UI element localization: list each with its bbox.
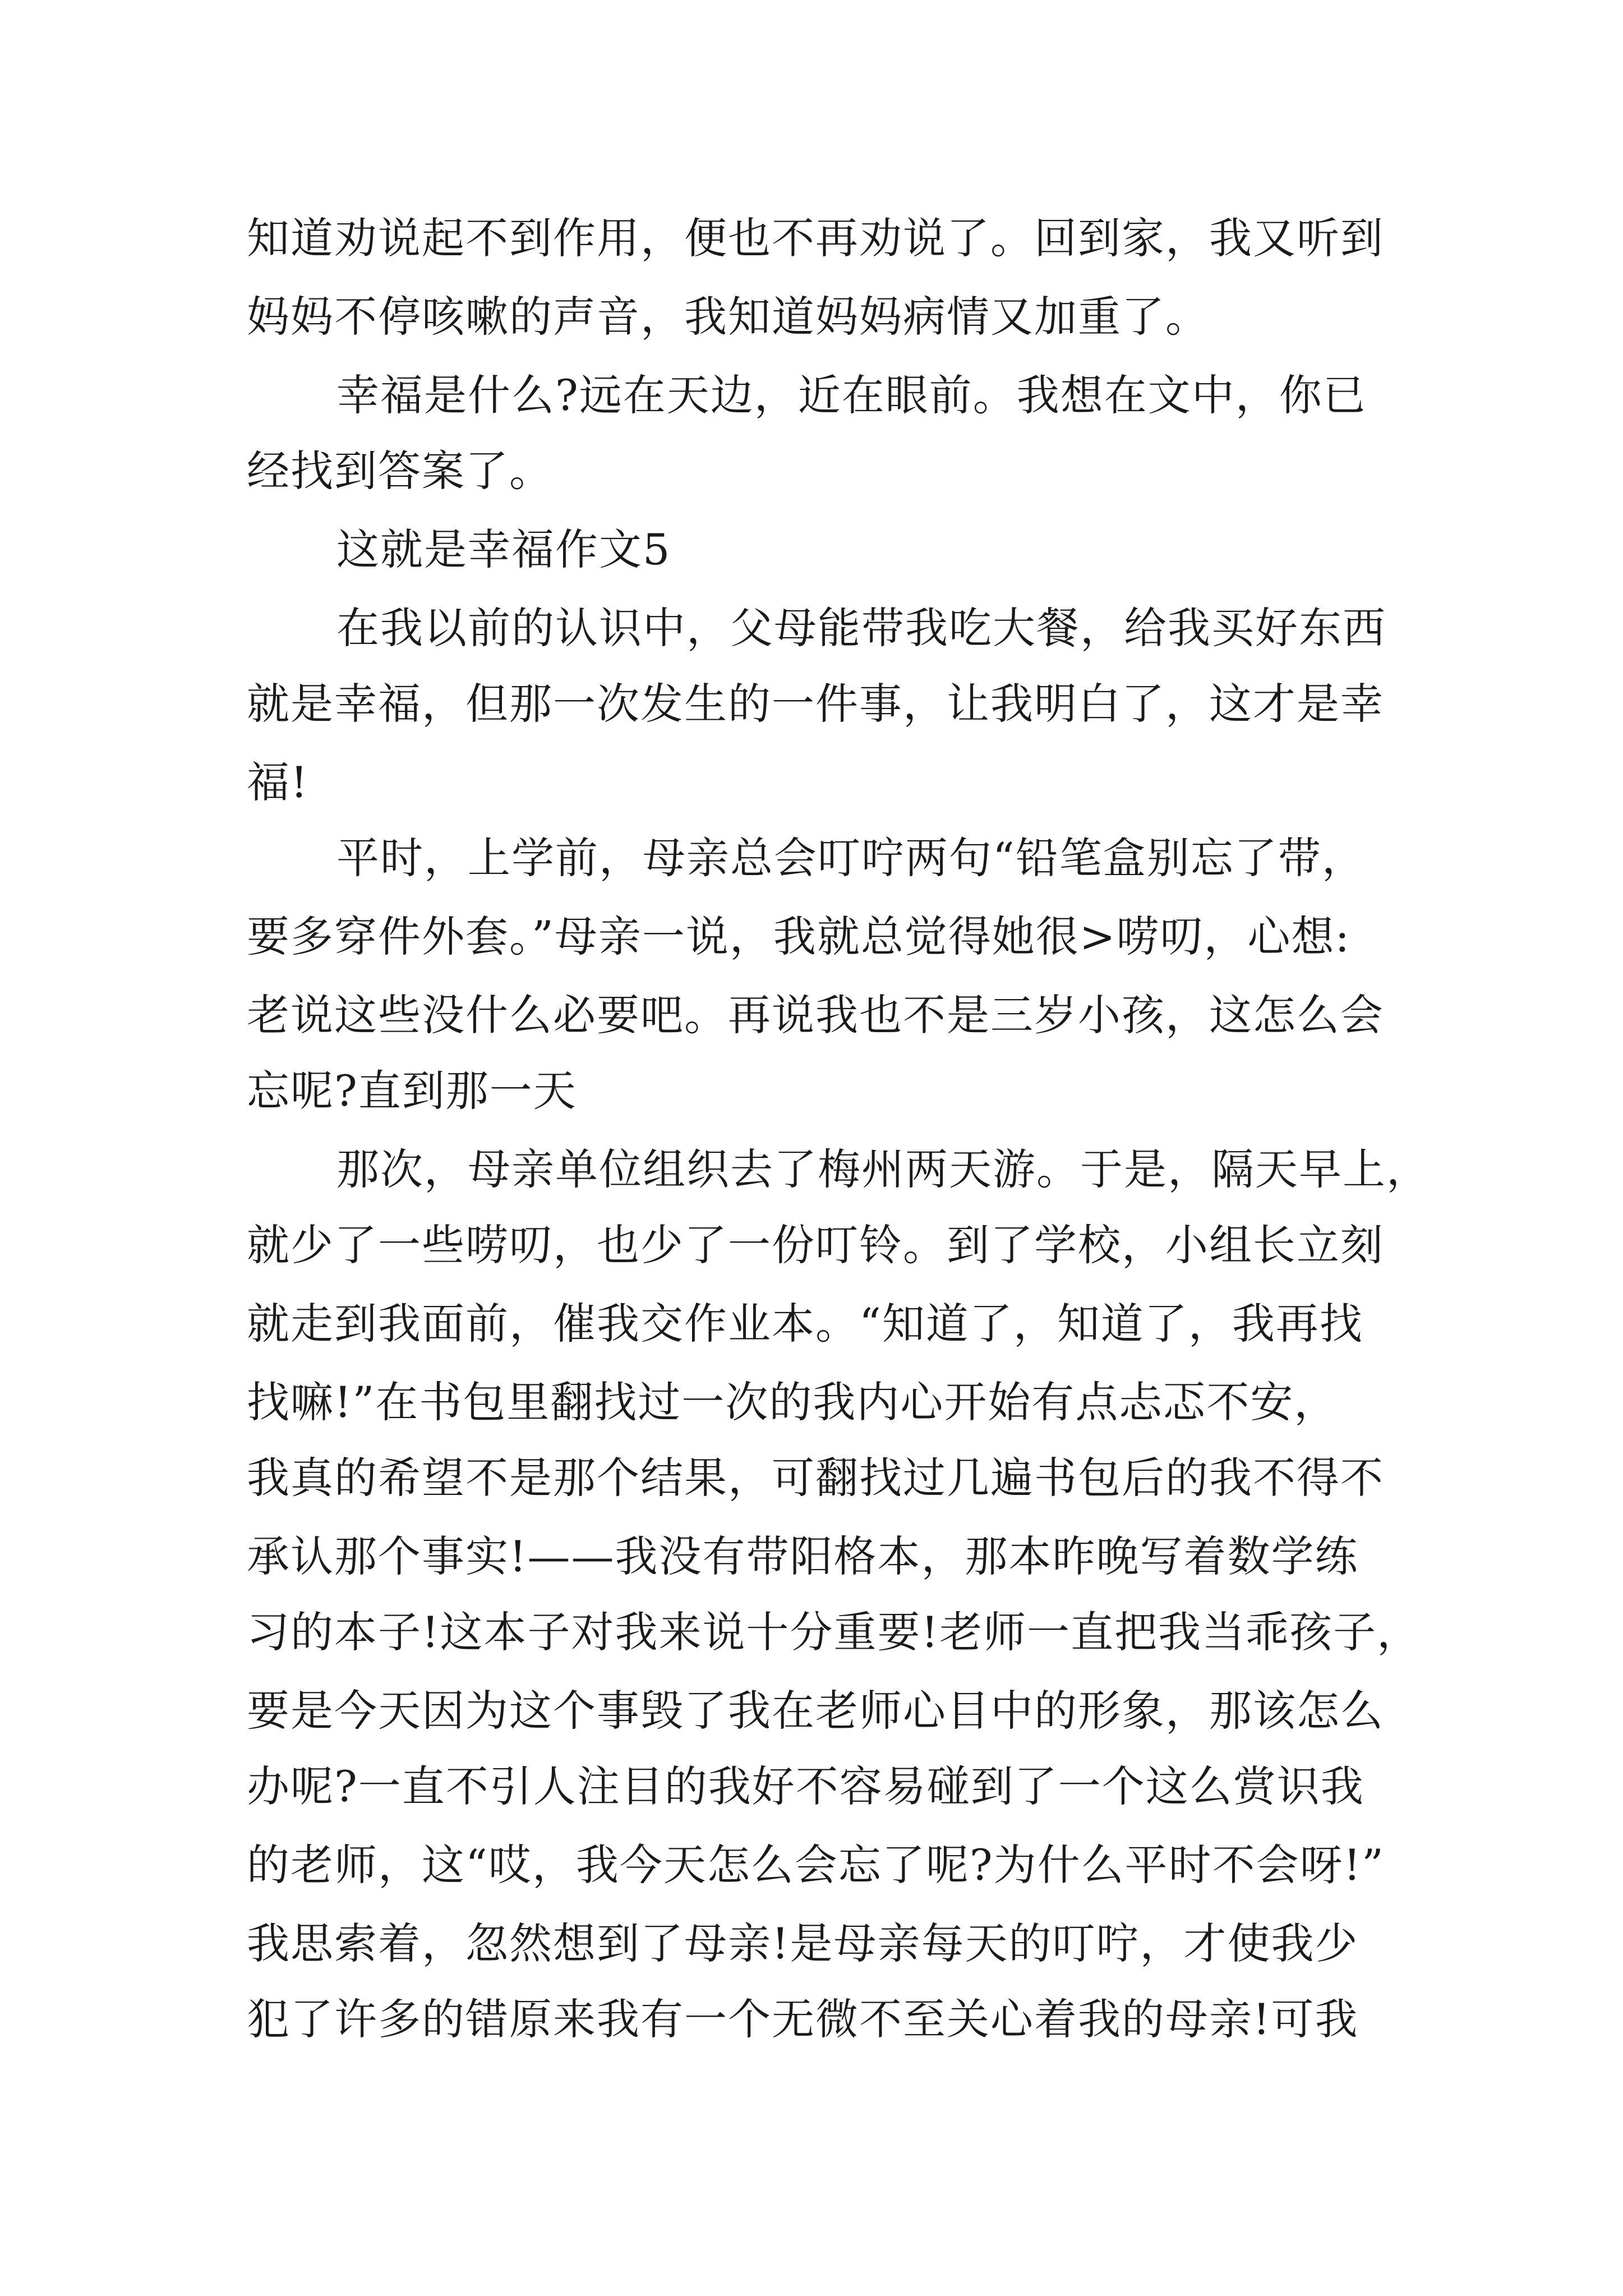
section-heading: 这就是幸福作文5 xyxy=(336,524,671,574)
text-line: 忘呢?直到那一天 xyxy=(247,1066,577,1116)
text-line: 就是幸福，但那一次发生的一件事，让我明白了，这才是幸 xyxy=(247,679,1384,729)
text-line: 就走到我面前，催我交作业本。“知道了，知道了，我再找 xyxy=(247,1299,1363,1349)
paragraph-start: 在我以前的认识中，父母能带我吃大餐，给我买好东西 xyxy=(336,603,1386,653)
text-line: 妈妈不停咳嗽的声音，我知道妈妈病情又加重了。 xyxy=(247,292,1209,342)
paragraph-start: 幸福是什么?远在天边，近在眼前。我想在文中，你已 xyxy=(336,370,1367,420)
text-line: 找嘛!”在书包里翻找过一次的我内心开始有点忐忑不安， xyxy=(247,1377,1338,1427)
text-line: 我真的希望不是那个结果，可翻找过几遍书包后的我不得不 xyxy=(247,1453,1384,1503)
paragraph-start: 那次，母亲单位组织去了梅州两天游。于是，隔天早上， xyxy=(336,1144,1430,1194)
text-line: 就少了一些唠叨，也少了一份叮铃。到了学校，小组长立刻 xyxy=(247,1220,1384,1270)
text-line: 我思索着，忽然想到了母亲!是母亲每天的叮咛，才使我少 xyxy=(247,1918,1359,1968)
text-line: 知道劝说起不到作用，便也不再劝说了。回到家，我又听到 xyxy=(247,213,1384,263)
text-line: 办呢?一直不引人注目的我好不容易碰到了一个这么赏识我 xyxy=(247,1761,1364,1811)
text-line: 承认那个事实!——我没有带阳格本，那本昨晚写着数学练 xyxy=(247,1531,1359,1581)
text-line: 习的本子!这本子对我来说十分重要!老师一直把我当乖孩子， xyxy=(247,1607,1421,1657)
text-line: 犯了许多的错原来我有一个无微不至关心着我的母亲!可我 xyxy=(247,1994,1359,2044)
text-line: 要是今天因为这个事毁了我在老师心目中的形象，那该怎么 xyxy=(247,1686,1384,1736)
text-line: 要多穿件外套。”母亲一说，我就总觉得她很>唠叨，心想: xyxy=(247,912,1351,961)
text-line: 老说这些没什么必要吧。再说我也不是三岁小孩，这怎么会 xyxy=(247,990,1384,1040)
text-line: 的老师，这“哎，我今天怎么会忘了呢?为什么平时不会呀!” xyxy=(247,1840,1385,1890)
paragraph-start: 平时，上学前，母亲总会叮咛两句“铅笔盒别忘了带， xyxy=(336,833,1366,883)
text-line: 福! xyxy=(247,757,309,807)
text-line: 经找到答案了。 xyxy=(247,446,553,496)
